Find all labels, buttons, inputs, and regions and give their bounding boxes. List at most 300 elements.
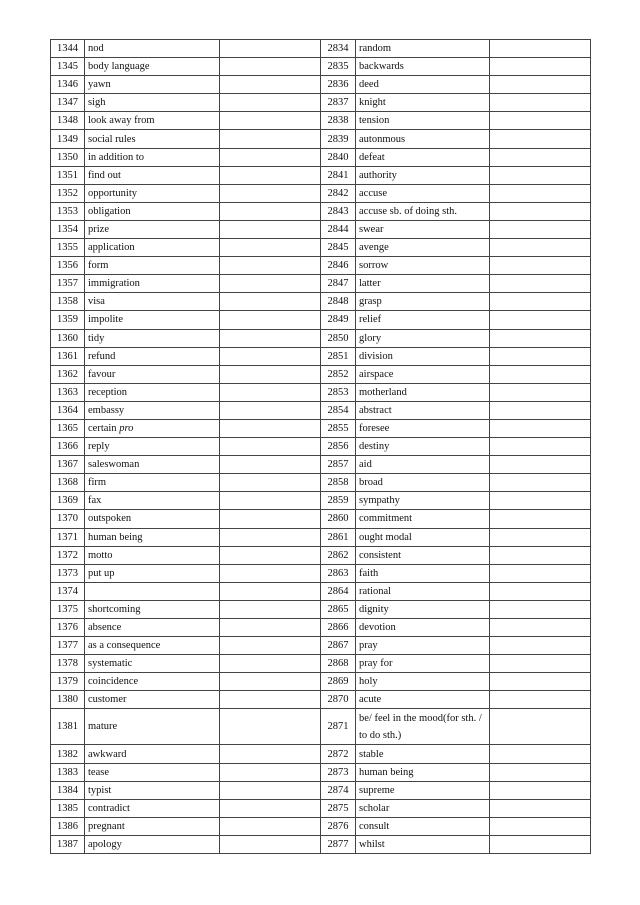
blank-cell [220,546,321,564]
word-number: 1386 [51,817,85,835]
word-entry [85,347,220,365]
word-entry [85,130,220,148]
table-row [51,637,591,655]
word-number: 2839 [321,130,356,148]
word-number: 1373 [51,564,85,582]
word-text: favour [88,368,116,380]
word-entry [356,40,490,58]
word-text: yawn [88,79,111,91]
word-text: outspoken [88,513,132,525]
word-number: 2874 [321,781,356,799]
word-entry [85,673,220,691]
blank-cell [490,401,591,419]
blank-cell [490,673,591,691]
word-number: 1350 [51,148,85,166]
word-entry [356,492,490,510]
word-number: 1351 [51,166,85,184]
word-text: apology [88,838,122,850]
word-number: 2870 [321,691,356,709]
blank-cell [220,492,321,510]
word-entry [85,220,220,238]
word-text: scholar [359,802,390,814]
word-text: ought modal [359,531,412,543]
word-entry [85,456,220,474]
blank-cell [490,619,591,637]
word-entry [356,673,490,691]
blank-cell [490,311,591,329]
blank-cell [220,781,321,799]
word-entry [356,76,490,94]
table-row [51,275,591,293]
word-text: human being [88,531,143,543]
blank-cell [220,130,321,148]
word-entry [85,745,220,763]
word-entry [85,763,220,781]
word-number: 2868 [321,655,356,673]
table-row [51,347,591,365]
blank-cell [220,239,321,257]
word-number: 1347 [51,94,85,112]
word-text: authority [359,169,397,181]
word-text: devotion [359,622,396,634]
word-entry [85,474,220,492]
word-text: tease [88,766,109,778]
word-entry [85,184,220,202]
word-entry [85,311,220,329]
word-entry [85,619,220,637]
word-number: 2873 [321,763,356,781]
word-text: aid [359,459,372,471]
blank-cell [490,781,591,799]
blank-cell [490,582,591,600]
blank-cell [220,220,321,238]
table-row [51,184,591,202]
table-row [51,582,591,600]
table-row [51,799,591,817]
word-entry [356,510,490,528]
word-entry [356,691,490,709]
blank-cell [490,637,591,655]
blank-cell [490,709,591,745]
word-text: pregnant [88,820,125,832]
blank-cell [220,202,321,220]
word-number: 2869 [321,673,356,691]
word-text: put up [88,567,115,579]
table-row [51,564,591,582]
word-number: 2859 [321,492,356,510]
word-text: accuse [359,187,387,199]
word-text: stable [359,748,384,760]
word-text: look away from [88,115,155,127]
word-number: 2841 [321,166,356,184]
blank-cell [490,220,591,238]
table-row [51,383,591,401]
word-text: awkward [88,748,127,760]
blank-cell [220,456,321,474]
word-number: 1385 [51,799,85,817]
word-number: 1371 [51,528,85,546]
word-entry [85,564,220,582]
word-number: 1364 [51,401,85,419]
word-entry [356,745,490,763]
word-number: 2846 [321,257,356,275]
word-number: 2858 [321,474,356,492]
blank-cell [220,383,321,401]
word-number: 2852 [321,365,356,383]
vocabulary-table [50,39,591,854]
blank-cell [220,347,321,365]
word-number: 2864 [321,582,356,600]
table-row [51,148,591,166]
word-entry [85,383,220,401]
table-row [51,474,591,492]
word-text: destiny [359,441,390,453]
word-text: consult [359,820,390,832]
blank-cell [490,438,591,456]
word-entry [356,655,490,673]
blank-cell [490,148,591,166]
blank-cell [490,492,591,510]
blank-cell [490,365,591,383]
word-number: 1361 [51,347,85,365]
table-row [51,365,591,383]
word-entry [356,112,490,130]
table-row [51,166,591,184]
blank-cell [490,293,591,311]
word-entry [85,40,220,58]
word-entry [356,293,490,311]
word-entry [356,709,490,745]
word-text: certain [88,423,120,435]
blank-cell [220,275,321,293]
word-text: avenge [359,242,389,254]
word-text: customer [88,694,127,706]
blank-cell [220,474,321,492]
blank-cell [490,655,591,673]
table-row [51,492,591,510]
table-row [51,528,591,546]
word-entry [85,546,220,564]
word-number: 2862 [321,546,356,564]
word-number: 2857 [321,456,356,474]
word-text: nod [88,43,104,55]
word-entry [356,329,490,347]
word-entry [356,781,490,799]
word-entry [85,835,220,853]
word-entry [356,419,490,437]
word-entry [85,492,220,510]
word-entry [356,275,490,293]
table-row [51,130,591,148]
word-text: mature [88,721,118,733]
word-text: human being [359,766,414,778]
blank-cell [490,546,591,564]
blank-cell [490,76,591,94]
word-number: 1349 [51,130,85,148]
word-entry [85,510,220,528]
word-entry [85,637,220,655]
word-entry [356,94,490,112]
word-number: 2837 [321,94,356,112]
table-row [51,745,591,763]
word-number: 2848 [321,293,356,311]
word-number: 2872 [321,745,356,763]
blank-cell [220,637,321,655]
word-number: 1368 [51,474,85,492]
word-text: accuse sb. of doing sth. [359,205,457,217]
blank-cell [490,528,591,546]
table-row [51,673,591,691]
word-text: absence [88,622,122,634]
table-row [51,419,591,437]
word-entry [356,546,490,564]
table-row [51,293,591,311]
table-row [51,456,591,474]
blank-cell [490,817,591,835]
word-entry [356,347,490,365]
word-text: rational [359,585,392,597]
word-entry [356,528,490,546]
word-entry [85,799,220,817]
word-number: 1354 [51,220,85,238]
word-number: 1362 [51,365,85,383]
word-text: glory [359,332,382,344]
blank-cell [220,311,321,329]
word-text: reply [88,441,110,453]
blank-cell [490,347,591,365]
word-entry [356,239,490,257]
table-row [51,438,591,456]
word-entry [356,383,490,401]
blank-cell [490,564,591,582]
word-number: 2844 [321,220,356,238]
blank-cell [220,76,321,94]
word-entry [356,401,490,419]
word-text: body language [88,61,150,73]
word-entry [85,709,220,745]
blank-cell [220,510,321,528]
word-text: abstract [359,404,392,416]
word-entry [85,817,220,835]
word-text: consistent [359,549,401,561]
word-text: opportunity [88,187,137,199]
word-number: 1367 [51,456,85,474]
word-text: in addition to [88,151,144,163]
blank-cell [220,673,321,691]
table-row [51,40,591,58]
word-text: shortcoming [88,603,141,615]
word-number: 1348 [51,112,85,130]
blank-cell [220,817,321,835]
table-row [51,58,591,76]
word-entry [85,257,220,275]
word-number: 1376 [51,619,85,637]
blank-cell [220,329,321,347]
word-number: 2867 [321,637,356,655]
blank-cell [490,202,591,220]
word-entry [356,130,490,148]
blank-cell [490,419,591,437]
blank-cell [490,58,591,76]
blank-cell [220,745,321,763]
blank-cell [220,401,321,419]
word-number: 1383 [51,763,85,781]
word-entry [356,456,490,474]
word-text: fax [88,495,102,507]
word-number: 1372 [51,546,85,564]
word-entry [85,419,220,437]
table-row [51,257,591,275]
table-row [51,817,591,835]
word-text: saleswoman [88,459,140,471]
word-text: tidy [88,332,105,344]
blank-cell [220,619,321,637]
table-row [51,112,591,130]
word-entry [85,239,220,257]
table-row [51,600,591,618]
word-text: coincidence [88,676,139,688]
blank-cell [490,799,591,817]
word-entry [85,365,220,383]
word-number: 1359 [51,311,85,329]
blank-cell [490,112,591,130]
word-number: 2865 [321,600,356,618]
blank-cell [220,94,321,112]
blank-cell [220,419,321,437]
word-number: 1365 [51,419,85,437]
word-number: 2866 [321,619,356,637]
table-row [51,220,591,238]
word-text: swear [359,223,384,235]
word-text: motto [88,549,113,561]
word-text: reception [88,386,128,398]
word-text: holy [359,676,378,688]
word-entry [356,438,490,456]
word-annotation: pro [119,423,134,435]
blank-cell [490,835,591,853]
blank-cell [220,799,321,817]
word-text: embassy [88,404,125,416]
word-text: whilst [359,838,385,850]
word-number: 1374 [51,582,85,600]
table-row [51,401,591,419]
word-number: 1379 [51,673,85,691]
blank-cell [220,148,321,166]
blank-cell [220,691,321,709]
word-text: find out [88,169,121,181]
word-text: systematic [88,658,133,670]
word-number: 1346 [51,76,85,94]
word-text: be/ feel in the mood(for sth. / to do sth.) [359,712,482,741]
word-number: 1356 [51,257,85,275]
blank-cell [490,745,591,763]
word-number: 2863 [321,564,356,582]
word-text: tension [359,115,390,127]
table-row [51,655,591,673]
word-text: motherland [359,386,407,398]
word-text: commitment [359,513,413,525]
word-entry [356,474,490,492]
word-number: 2850 [321,329,356,347]
table-row [51,763,591,781]
word-entry [356,365,490,383]
word-number: 2855 [321,419,356,437]
vocabulary-table-body [51,40,591,854]
word-entry [356,148,490,166]
word-number: 2853 [321,383,356,401]
word-text: firm [88,477,107,489]
word-entry [85,275,220,293]
word-text: contradict [88,802,130,814]
word-text: supreme [359,784,395,796]
blank-cell [490,257,591,275]
table-row [51,510,591,528]
word-number: 1370 [51,510,85,528]
word-entry [356,220,490,238]
word-text: refund [88,350,116,362]
word-text: acute [359,694,382,706]
blank-cell [220,257,321,275]
word-entry [85,166,220,184]
word-text: sorrow [359,260,389,272]
word-text: knight [359,97,386,109]
table-row [51,329,591,347]
word-text: application [88,242,135,254]
blank-cell [220,166,321,184]
blank-cell [490,130,591,148]
word-number: 2875 [321,799,356,817]
word-number: 1378 [51,655,85,673]
word-text: deed [359,79,379,91]
blank-cell [490,184,591,202]
blank-cell [490,275,591,293]
blank-cell [490,166,591,184]
word-text: form [88,260,109,272]
word-text: prize [88,223,109,235]
table-row [51,94,591,112]
word-text: pray [359,640,378,652]
blank-cell [220,365,321,383]
blank-cell [220,655,321,673]
word-number: 1375 [51,600,85,618]
word-entry [85,691,220,709]
word-entry [85,112,220,130]
word-text: autonmous [359,133,406,145]
blank-cell [490,600,591,618]
word-entry [356,58,490,76]
word-number: 1344 [51,40,85,58]
blank-cell [220,112,321,130]
table-row [51,835,591,853]
word-number: 1352 [51,184,85,202]
word-number: 1358 [51,293,85,311]
word-entry [356,582,490,600]
word-entry [85,293,220,311]
word-text: typist [88,784,112,796]
word-text: latter [359,278,381,290]
word-entry [356,637,490,655]
word-text: airspace [359,368,394,380]
table-row [51,311,591,329]
word-entry [85,202,220,220]
word-entry [356,257,490,275]
word-number: 2835 [321,58,356,76]
table-row [51,76,591,94]
blank-cell [490,691,591,709]
word-number: 1357 [51,275,85,293]
blank-cell [490,456,591,474]
word-number: 1381 [51,709,85,745]
